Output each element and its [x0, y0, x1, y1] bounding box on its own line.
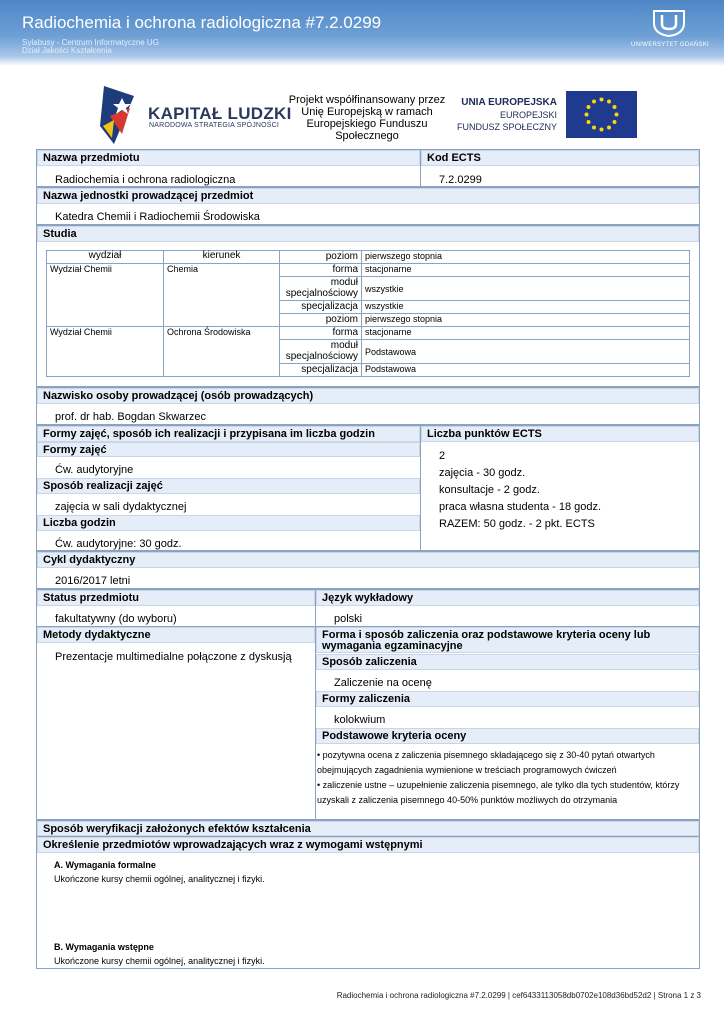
criteria-item: • pozytywna ocena z zaliczenia pisemnego składającego się z 30-40 pytań otwartych obejmujących zagadnienia wymienione w treściach programowych ćwiczeń: [317, 750, 655, 775]
forms-type-label: Formy zajęć: [37, 442, 420, 457]
studia-label-poziom: poziom: [280, 251, 362, 264]
divider: [420, 150, 421, 186]
banner-subtitle-1: Sylabusy - Centrum Informatyczne UG: [22, 38, 159, 47]
eu-star-icon: [600, 98, 604, 102]
verification-label: Sposób weryfikacji założonych efektów kształcenia: [37, 821, 699, 836]
studia-cell: Wydział Chemii: [47, 264, 164, 327]
studia-label-spec: specjalizacja: [280, 364, 362, 377]
methods-value: Prezentacje multimedialne połączone z dyskusją: [55, 651, 292, 663]
assessment-forms-label: Formy zaliczenia: [316, 691, 699, 707]
ects-line: 2: [439, 450, 446, 462]
realization-value: zajęcia w sali dydaktycznej: [55, 501, 187, 513]
studia-cell: Chemia: [164, 264, 280, 327]
studia-cell: pierwszego stopnia: [362, 251, 690, 264]
university-logo-icon: [652, 7, 686, 37]
prereq-formal-label: A. Wymagania formalne: [54, 860, 156, 870]
ects-code: 7.2.0299: [439, 174, 482, 186]
studia-cell: pierwszego stopnia: [362, 314, 690, 327]
studia-table: [46, 250, 690, 377]
eu-star-icon: [587, 120, 591, 124]
eu-star-icon: [615, 113, 619, 117]
banner-subtitle-2: Dział Jakości Kształcenia: [22, 46, 112, 55]
kapital-ludzki-subtitle: NARODOWA STRATEGIA SPÓJNOŚCI: [149, 122, 280, 129]
criteria-item: • zaliczenie ustne – uzupełnienie zaliczenia pisemnego, ale tylko dla tych studentów, którzy uzyskali z zaliczenia pisemnego 40-50% punktów możliwych do otrzymania: [317, 780, 680, 805]
assessment-forms-value: kolokwium: [334, 714, 386, 726]
eu-star-icon: [600, 128, 604, 132]
studia-cell: Podstawowa: [362, 340, 690, 364]
studia-cell: Wydział Chemii: [47, 327, 164, 377]
banner-title: Radiochemia i ochrona radiologiczna #7.2.0299: [22, 13, 382, 32]
funding-logos: [0, 84, 724, 144]
studia-cell: Podstawowa: [362, 364, 690, 377]
forms-type-value: Ćw. audytoryjne: [55, 464, 134, 476]
project-note: Projekt współfinansowany przez Unię Europejską w ramach Europejskiego Funduszu Społecznego: [288, 94, 446, 142]
forms-label: Formy zajęć, sposób ich realizacji i przypisana im liczba godzin: [37, 426, 420, 442]
studia-label-forma: forma: [280, 264, 362, 277]
ects-line: praca własna studenta - 18 godz.: [439, 501, 602, 513]
page-footer: Radiochemia i ochrona radiologiczna #7.2.0299 | cef6433113058db0702e108d36bd52d2 | Strona 1 z 3: [336, 991, 701, 1000]
eu-star-icon: [607, 100, 611, 104]
page-banner: [0, 0, 724, 66]
prereq-initial-label: B. Wymagania wstępne: [54, 942, 154, 952]
studia-label-forma: forma: [280, 327, 362, 340]
ects-line: zajęcia - 30 godz.: [439, 467, 526, 479]
prereq-initial-text: Ukończone kursy chemii ogólnej, analitycznej i fizyki.: [54, 956, 265, 966]
prereq-formal-text: Ukończone kursy chemii ogólnej, analitycznej i fizyki.: [54, 874, 265, 884]
assessment-method-label: Sposób zaliczenia: [316, 654, 699, 670]
eu-star-icon: [585, 113, 589, 117]
eu-line-1: UNIA EUROPEJSKA: [461, 97, 557, 108]
ects-line: RAZEM: 50 godz. - 2 pkt. ECTS: [439, 518, 595, 530]
university-name: UNIWERSYTET GDAŃSKI: [631, 42, 709, 48]
divider: [420, 426, 421, 550]
status-value: fakultatywny (do wyboru): [55, 613, 177, 625]
studia-cell: stacjonarne: [362, 327, 690, 340]
unit-name: Katedra Chemii i Radiochemii Środowiska: [55, 211, 260, 223]
prereq-label: Określenie przedmiotów wprowadzających wraz z wymogami wstępnymi: [37, 837, 699, 853]
realization-label: Sposób realizacji zajęć: [37, 478, 420, 494]
status-label: Status przedmiotu: [37, 590, 315, 606]
assessment-method-value: Zaliczenie na ocenę: [334, 677, 432, 689]
ects-line: konsultacje - 2 godz.: [439, 484, 540, 496]
kapital-ludzki-title: KAPITAŁ LUDZKI: [148, 104, 292, 123]
hours-value: Ćw. audytoryjne: 30 godz.: [55, 538, 182, 550]
studia-cell: wszystkie: [362, 277, 690, 301]
studia-cell: Ochrona Środowiska: [164, 327, 280, 377]
methods-label: Metody dydaktyczne: [37, 627, 315, 643]
studia-label-spec: specjalizacja: [280, 301, 362, 314]
criteria-text: [317, 748, 697, 808]
course-name-label: Nazwa przedmiotu: [37, 150, 420, 166]
criteria-label: Podstawowe kryteria oceny: [316, 728, 699, 744]
cycle-value: 2016/2017 letni: [55, 575, 131, 587]
eu-star-icon: [592, 125, 596, 129]
hours-label: Liczba godzin: [37, 515, 420, 531]
studia-label: Studia: [37, 226, 699, 242]
eu-star-icon: [612, 105, 616, 109]
eu-line-3: FUNDUSZ SPOŁECZNY: [456, 122, 557, 132]
kapital-ludzki-logo-icon: [100, 86, 140, 144]
studia-cell: wszystkie: [362, 301, 690, 314]
eu-line-2: EUROPEJSKI: [499, 110, 557, 120]
studia-label-poziom: poziom: [280, 314, 362, 327]
eu-star-icon: [587, 105, 591, 109]
language-value: polski: [334, 613, 363, 625]
teachers-value: prof. dr hab. Bogdan Skwarzec: [55, 411, 207, 423]
course-name: Radiochemia i ochrona radiologiczna: [55, 174, 236, 186]
eu-star-icon: [592, 100, 596, 104]
studia-header-wydzial: wydział: [47, 251, 164, 264]
unit-label: Nazwa jednostki prowadzącej przedmiot: [37, 188, 699, 204]
eu-star-icon: [612, 120, 616, 124]
language-label: Język wykładowy: [316, 590, 699, 606]
ects-points: [439, 448, 601, 533]
eu-flag-icon: [566, 91, 637, 138]
assessment-label: Forma i sposób zaliczenia oraz podstawowe kryteria oceny lub wymagania egzaminacyjne: [316, 627, 699, 653]
cycle-label: Cykl dydaktyczny: [37, 552, 699, 568]
studia-label-modul: moduł specjalnościowy: [280, 277, 362, 301]
eu-star-icon: [607, 125, 611, 129]
studia-cell: stacjonarne: [362, 264, 690, 277]
unit-section: [36, 187, 700, 225]
teachers-label: Nazwisko osoby prowadzącej (osób prowadzących): [37, 388, 699, 404]
studia-header-kierunek: kierunek: [164, 251, 280, 264]
eu-text: [440, 97, 557, 133]
studia-label-modul: moduł specjalnościowy: [280, 340, 362, 364]
ects-points-label: Liczba punktów ECTS: [421, 426, 699, 442]
ects-code-label: Kod ECTS: [421, 150, 699, 166]
